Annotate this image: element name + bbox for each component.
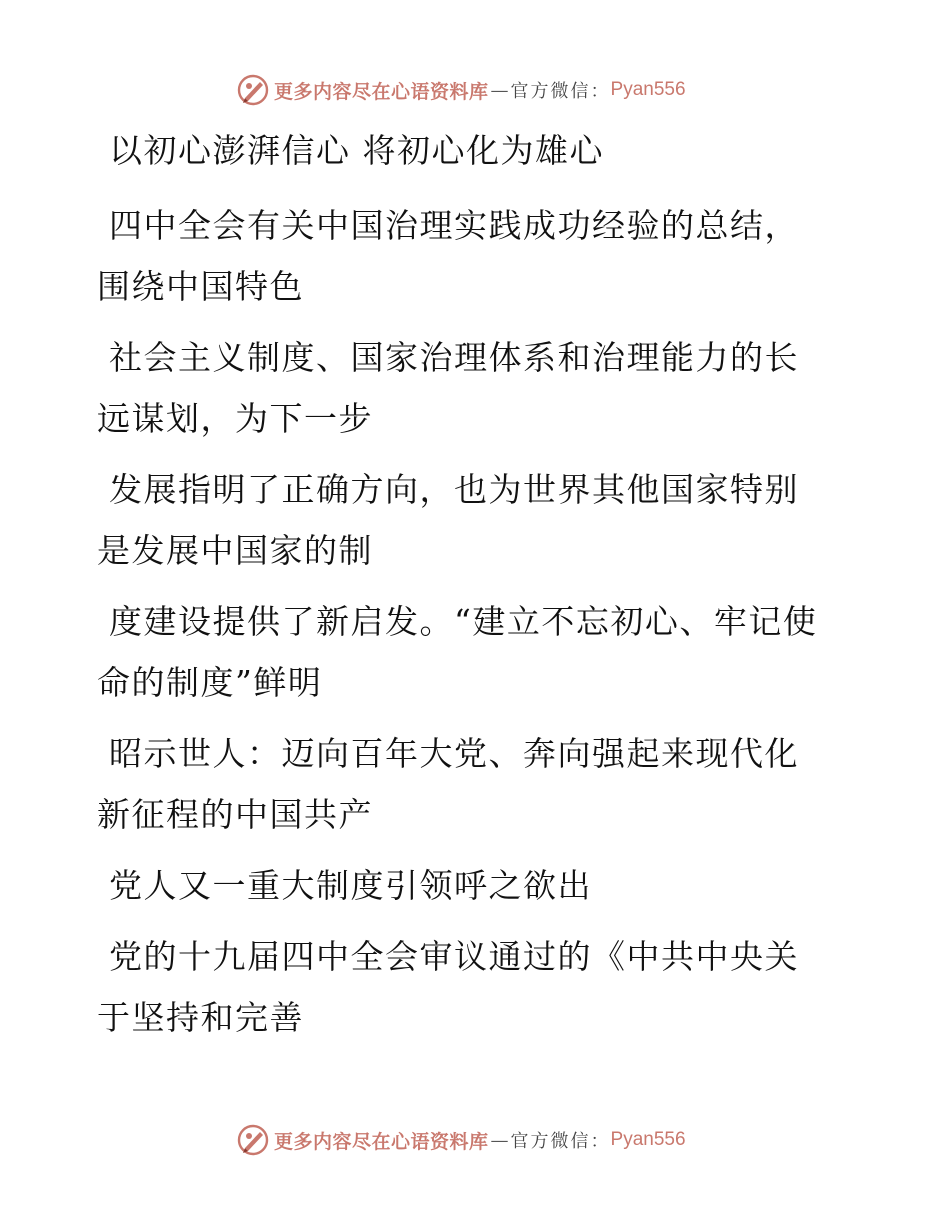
document-title: 以初心澎湃信心 将初心化为雄心 <box>109 131 604 170</box>
paragraph: 昭示世人：迈向百年大党、奔向强起来现代化新征程的中国共产 <box>97 734 799 834</box>
paragraph: 社会主义制度、国家治理体系和治理能力的长远谋划，为下一步 <box>97 338 799 438</box>
pen-circle-logo-icon <box>236 1123 270 1157</box>
brand-text: 更多内容尽在心语资料库 <box>274 1130 489 1153</box>
banner-dash: — <box>490 79 509 101</box>
paragraph: 四中全会有关中国治理实践成功经验的总结，围绕中国特色 <box>97 206 799 306</box>
document-body <box>97 120 832 1058</box>
wechat-id: Pyan556 <box>610 79 686 100</box>
pen-circle-logo-icon <box>236 73 270 107</box>
paragraph: 度建设提供了新启发。“建立不忘初心、牢记使命的制度”鲜明 <box>97 602 818 702</box>
header-banner <box>236 72 686 108</box>
wechat-label: 官方微信： <box>510 81 611 102</box>
wechat-id: Pyan556 <box>610 1129 686 1150</box>
wechat-label: 官方微信： <box>510 1131 611 1152</box>
section-heading: 党人又一重大制度引领呼之欲出 <box>109 866 592 905</box>
banner-dash: — <box>490 1129 509 1151</box>
paragraph: 党的十九届四中全会审议通过的《中共中央关于坚持和完善 <box>97 937 799 1037</box>
footer-banner <box>236 1122 686 1158</box>
brand-text: 更多内容尽在心语资料库 <box>274 80 489 103</box>
paragraph: 发展指明了正确方向，也为世界其他国家特别是发展中国家的制 <box>97 470 799 570</box>
